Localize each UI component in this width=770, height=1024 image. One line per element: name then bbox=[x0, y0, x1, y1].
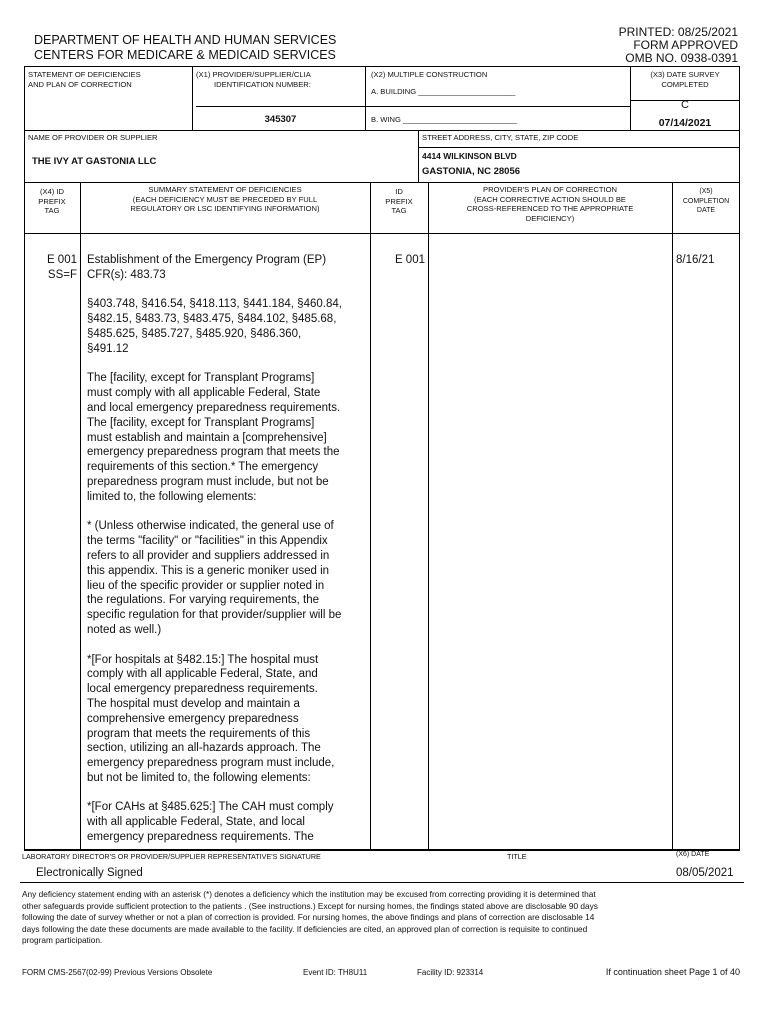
scope-severity: SS=F bbox=[47, 268, 77, 281]
summary-line: program that meets the requirements of this bbox=[87, 727, 311, 740]
signature-date: 08/05/2021 bbox=[676, 867, 734, 879]
form-number: FORM CMS-2567(02-99) Previous Versions Obsolete bbox=[22, 968, 213, 977]
disclosure-note bbox=[22, 889, 662, 947]
note-line: following the date of survey whether or not a plan of correction is provided. For nursing homes, the above findings and plans of correction are disclosable 14 bbox=[22, 912, 595, 923]
x2-label: (X2) MULTIPLE CONSTRUCTION bbox=[371, 70, 488, 79]
summary-line: must comply with all applicable Federal, State bbox=[87, 387, 321, 400]
rule bbox=[365, 106, 630, 107]
summary-line: emergency preparedness requirements. The bbox=[87, 831, 314, 844]
summary-line: specific regulation for that provider/supplier will be bbox=[87, 609, 342, 622]
statement-label-1: STATEMENT OF DEFICIENCIES bbox=[28, 70, 141, 79]
summary-line: requirements of this section.* The emergency bbox=[87, 461, 319, 474]
x5-header-2: COMPLETION bbox=[682, 197, 730, 205]
rule bbox=[370, 182, 371, 850]
summary-header-1: SUMMARY STATEMENT OF DEFICIENCIES bbox=[148, 185, 302, 194]
summary-paragraph bbox=[87, 519, 369, 637]
summary-line: refers to all provider and suppliers addressed in bbox=[87, 549, 330, 562]
completion-date: 8/16/21 bbox=[676, 254, 715, 266]
statement-label bbox=[28, 70, 141, 89]
id-header bbox=[370, 187, 428, 216]
summary-line: noted as well.) bbox=[87, 623, 162, 636]
form-info bbox=[619, 26, 738, 65]
summary-line: CFR(s): 483.73 bbox=[87, 268, 166, 281]
x5-header-1: (X5) bbox=[699, 188, 713, 195]
deficiency-tag-cell bbox=[24, 253, 77, 283]
summary-line: the regulations. For varying requirements, the bbox=[87, 594, 320, 607]
summary-line: lieu of the specific provider or supplier noted in bbox=[87, 579, 325, 592]
summary-line: *[For hospitals at §482.15:] The hospital must bbox=[87, 653, 319, 666]
agency-header bbox=[34, 33, 336, 63]
plan-header-3: CROSS-REFERENCED TO THE APPROPRIATE bbox=[466, 204, 634, 213]
provider-name: THE IVY AT GASTONIA LLC bbox=[32, 156, 157, 167]
note-line: Any deficiency statement ending with an asterisk (*) denotes a deficiency which the institution may be excused from correcting providing it is determined that bbox=[22, 889, 596, 899]
summary-line: §485.625, §485.727, §485.920, §486.360, bbox=[87, 327, 302, 340]
summary-line: and local emergency preparedness requirements. bbox=[87, 401, 341, 414]
agency-line-2: CENTERS FOR MEDICARE & MEDICAID SERVICES bbox=[34, 48, 336, 62]
summary-line: Establishment of the Emergency Program (EP) bbox=[87, 254, 327, 266]
provider-id-number: 345307 bbox=[264, 114, 297, 125]
summary-line: *[For CAHs at §485.625:] The CAH must comply bbox=[87, 801, 334, 814]
x5-header bbox=[672, 187, 740, 216]
summary-line: §491.12 bbox=[87, 342, 129, 355]
x4-header-3: TAG bbox=[44, 206, 60, 215]
provider-name-label: NAME OF PROVIDER OR SUPPLIER bbox=[28, 133, 158, 142]
rule bbox=[196, 106, 365, 107]
id-header-2: PREFIX bbox=[385, 196, 413, 206]
summary-line: must establish and maintain a [comprehensive] bbox=[87, 431, 327, 444]
x1-label bbox=[196, 70, 362, 89]
rule bbox=[24, 130, 740, 131]
summary-paragraph bbox=[87, 253, 369, 283]
deficiency-tag: E 001 bbox=[46, 254, 77, 266]
rule bbox=[24, 850, 740, 851]
summary-line: emergency preparedness program must include, bbox=[87, 757, 335, 770]
id-header-3: TAG bbox=[391, 206, 407, 215]
summary-line: but not be limited to, the following elements: bbox=[87, 771, 311, 784]
note-line: program participation. bbox=[22, 935, 103, 946]
summary-header-3: REGULATORY OR LSC IDENTIFYING INFORMATION) bbox=[130, 204, 320, 213]
statement-label-2: AND PLAN OF CORRECTION bbox=[28, 79, 132, 89]
summary-line: preparedness program must include, but not be bbox=[87, 475, 329, 488]
title-label: TITLE bbox=[507, 852, 527, 861]
summary-paragraph bbox=[87, 297, 369, 356]
x3-label-1: (X3) DATE SURVEY bbox=[650, 70, 720, 79]
x4-header-1: (X4) ID bbox=[39, 187, 65, 196]
id-prefix-tag: E 001 bbox=[394, 254, 425, 266]
x1-label-2: IDENTIFICATION NUMBER: bbox=[214, 79, 311, 89]
x3-label-2: COMPLETED bbox=[661, 79, 709, 89]
summary-line: comprehensive emergency preparedness bbox=[87, 712, 299, 725]
x5-header-3: DATE bbox=[696, 207, 716, 214]
facility-id: Facility ID: 923314 bbox=[417, 968, 484, 977]
rule bbox=[24, 233, 740, 234]
building-field: A. BUILDING _______________________ bbox=[371, 87, 516, 96]
summary-line: The hospital must develop and maintain a bbox=[87, 697, 300, 710]
rule bbox=[418, 147, 740, 148]
form-approved: FORM APPROVED bbox=[633, 38, 738, 52]
signature-label: LABORATORY DIRECTOR'S OR PROVIDER/SUPPLIER REPRESENTATIVE'S SIGNATURE bbox=[22, 852, 321, 861]
summary-line: this appendix. This is a generic moniker used in bbox=[87, 564, 330, 577]
summary-line: emergency preparedness program that meets the bbox=[87, 446, 340, 459]
survey-date: 07/14/2021 bbox=[658, 117, 712, 129]
plan-header-2: (EACH CORRECTIVE ACTION SHOULD BE bbox=[474, 194, 626, 204]
summary-paragraph bbox=[87, 653, 369, 786]
wing-field: B. WING ___________________________ bbox=[371, 115, 518, 124]
x4-header-2: PREFIX bbox=[38, 196, 66, 206]
plan-header bbox=[428, 185, 672, 223]
rule bbox=[24, 182, 740, 183]
signature-date-label: (X6) DATE bbox=[676, 851, 710, 858]
survey-code: C bbox=[681, 99, 689, 111]
plan-header-4: DEFICIENCY) bbox=[525, 213, 575, 223]
x3-label bbox=[630, 70, 740, 89]
id-header-1: ID bbox=[395, 187, 403, 196]
page-indicator: If continuation sheet Page 1 of 40 bbox=[605, 967, 740, 977]
summary-line: local emergency preparedness requirements. bbox=[87, 683, 318, 696]
address-label: STREET ADDRESS, CITY, STATE, ZIP CODE bbox=[422, 133, 579, 142]
agency-line-1: DEPARTMENT OF HEALTH AND HUMAN SERVICES bbox=[34, 33, 337, 47]
rule bbox=[428, 182, 429, 850]
summary-header bbox=[80, 185, 370, 214]
rule bbox=[672, 182, 673, 850]
summary-paragraph bbox=[87, 800, 369, 844]
rule bbox=[80, 182, 81, 850]
plan-header-1: PROVIDER'S PLAN OF CORRECTION bbox=[483, 185, 617, 194]
rule bbox=[20, 882, 744, 883]
address-line-2: GASTONIA, NC 28056 bbox=[422, 166, 521, 177]
summary-line: the terms "facility" or "facilities" in this Appendix bbox=[87, 535, 328, 548]
rule bbox=[418, 130, 419, 182]
printed-date: PRINTED: 08/25/2021 bbox=[618, 25, 738, 39]
note-line: other safeguards provide sufficient protection to the patients . (See instructions.) Except for nursing homes, the findings stated above are disclosable 90 days bbox=[22, 900, 598, 911]
x4-header bbox=[24, 187, 80, 216]
omb-number: OMB NO. 0938-0391 bbox=[625, 51, 738, 65]
summary-line: comply with all applicable Federal, State, and bbox=[87, 668, 318, 681]
note-line: days following the date these documents are made available to the facility. If deficiencies are cited, an approved plan of correction is requisite to continued bbox=[22, 923, 588, 934]
summary-line: §403.748, §416.54, §418.113, §441.184, §460.84, bbox=[87, 298, 342, 311]
rule bbox=[192, 66, 193, 130]
summary-paragraph bbox=[87, 371, 369, 504]
summary-line: The [facility, except for Transplant Programs] bbox=[87, 416, 315, 429]
event-id: Event ID: TH8U11 bbox=[303, 968, 368, 977]
summary-line: with all applicable Federal, State, and local bbox=[87, 816, 305, 829]
summary-line: §482.15, §483.73, §483.475, §484.102, §485.68, bbox=[87, 313, 337, 326]
summary-line: The [facility, except for Transplant Programs] bbox=[87, 372, 315, 385]
x1-label-1: (X1) PROVIDER/SUPPLIER/CLIA bbox=[196, 70, 311, 79]
summary-line: * (Unless otherwise indicated, the general use of bbox=[87, 520, 334, 533]
signature-value: Electronically Signed bbox=[36, 867, 143, 879]
address-line-1: 4414 WILKINSON BLVD bbox=[422, 151, 517, 161]
summary-line: limited to, the following elements: bbox=[87, 490, 257, 503]
summary-line: section, utilizing an all-hazards approach. The bbox=[87, 742, 321, 755]
summary-header-2: (EACH DEFICIENCY MUST BE PRECEDED BY FULL bbox=[132, 194, 318, 204]
rule bbox=[365, 66, 366, 130]
summary-statement bbox=[87, 253, 369, 860]
